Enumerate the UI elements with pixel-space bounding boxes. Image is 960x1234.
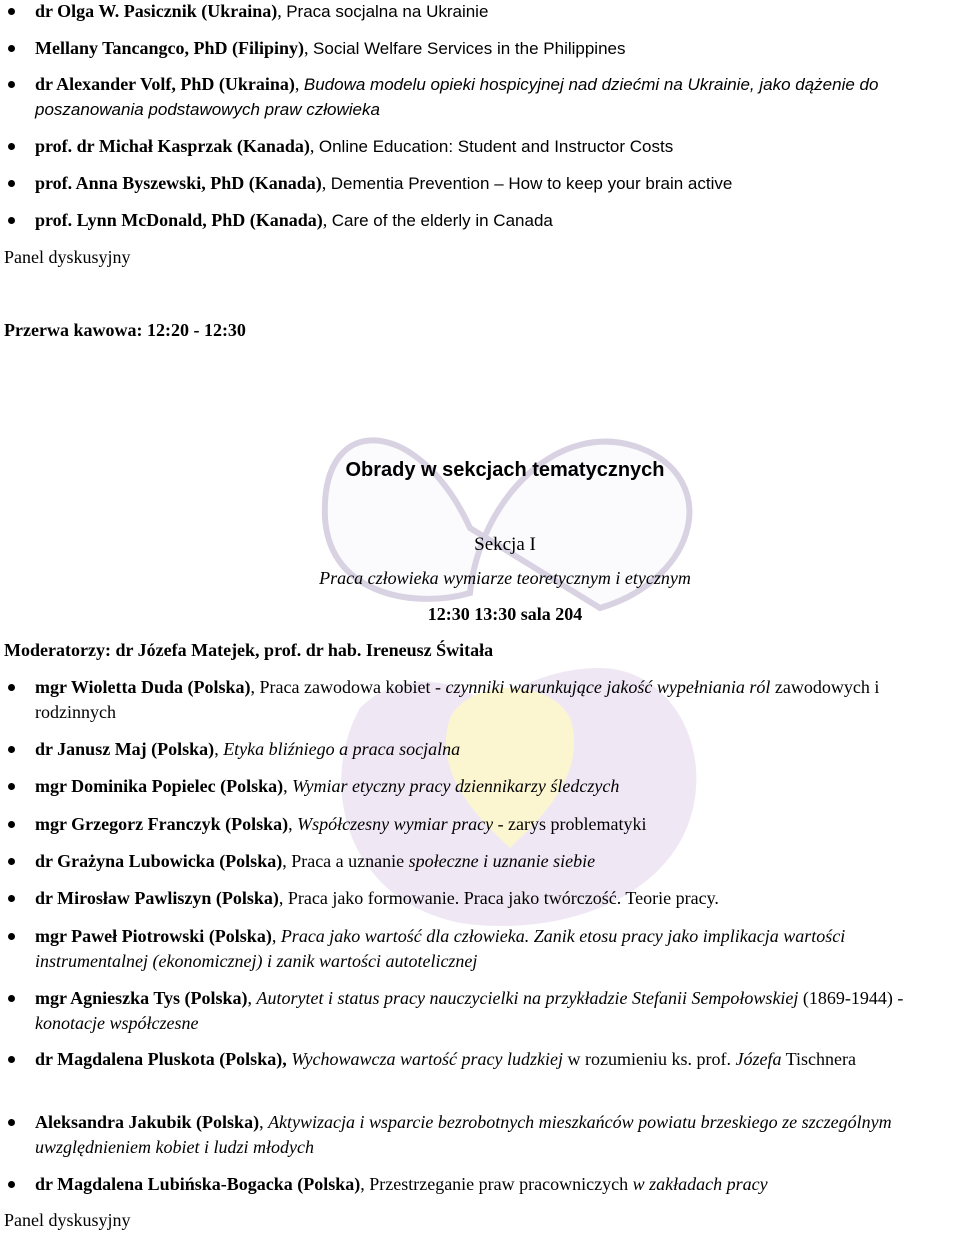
speaker-name: dr Grażyna Lubowicka (Polska) [35, 851, 283, 871]
list-item [35, 1172, 955, 1197]
talk-title-part: Wymiar etyczny pracy dziennikarzy śledczych [292, 776, 620, 796]
talk-title-part: Praca zawodowa kobiet - [259, 677, 446, 697]
list-item [35, 849, 955, 874]
speaker-name: mgr Grzegorz Franczyk (Polska) [35, 814, 289, 834]
speaker-name: Mellany Tancangco, PhD (Filipiny) [35, 38, 305, 58]
separator: , [283, 776, 293, 796]
speaker-name: dr Mirosław Pawliszyn (Polska) [35, 888, 279, 908]
talk-title: Dementia Prevention – How to keep your brain active [330, 174, 733, 193]
list-item [35, 208, 955, 233]
list-item [35, 675, 955, 725]
list-item [35, 72, 955, 122]
list-item [35, 774, 955, 799]
talk-title-part: Wychowawcza wartość pracy ludzkiej [291, 1049, 564, 1069]
speaker-name: dr Magdalena Lubińska-Bogacka (Polska) [35, 1174, 361, 1194]
list-item [35, 1110, 955, 1160]
list-item [35, 737, 955, 762]
speaker-name: prof. Anna Byszewski, PhD (Kanada) [35, 173, 322, 193]
list-item [35, 0, 955, 24]
separator: , [259, 1112, 269, 1132]
talk-title-part: społeczne i uznanie siebie [408, 851, 596, 871]
list-item [35, 986, 955, 1036]
panel-discussion-label: Panel dyskusyjny [4, 1210, 131, 1230]
talk-title-part: Józefa [735, 1049, 782, 1069]
talk-title-part: w rozumieniu ks. prof. [563, 1049, 736, 1069]
separator: , [277, 1, 287, 21]
sessions-heading: Obrady w sekcjach tematycznych [345, 459, 665, 481]
separator: , [250, 677, 260, 697]
separator: , [322, 210, 332, 230]
separator: , [321, 173, 331, 193]
moderators: Moderatorzy: dr Józefa Matejek, prof. dr hab. Ireneusz Świtała [4, 640, 494, 660]
talk-title-part: czynniki warunkujące jakość wypełniania ról [445, 677, 771, 697]
talk-title-part: Praca a uznanie [291, 851, 409, 871]
speaker-name: dr Janusz Maj (Polska) [35, 739, 215, 759]
talk-title-part: zawodowych i rodzinnych [35, 677, 880, 722]
speaker-name: dr Alexander Volf, PhD (Ukraina) [35, 74, 295, 94]
talk-title-part: (1869-1944) - [798, 988, 904, 1008]
separator: , [271, 926, 281, 946]
talk-title-part: konotacje współczesne [35, 1013, 199, 1033]
talk-title: Praca socjalna na Ukrainie [286, 2, 489, 21]
talk-title: Budowa modelu opieki hospicyjnej nad dziećmi na Ukrainie, jako dążenie do poszanowania podstawowych praw człowieka [35, 75, 879, 119]
list-item [35, 1047, 955, 1072]
list-item [35, 886, 955, 911]
talk-title-part: Etyka bliźniego a praca socjalna [223, 739, 461, 759]
separator: , [288, 814, 298, 834]
talk-title-part: Tischnera [781, 1049, 856, 1069]
talk-title: Social Welfare Services in the Philippines [313, 39, 626, 58]
talk-title-part: Aktywizacja i wsparcie bezrobotnych mieszkańców powiatu brzeskiego ze szczególnym uwzględnieniem kobiet i ludzi młodych [35, 1112, 892, 1157]
list-item [35, 171, 955, 196]
panel-discussion-label: Panel dyskusyjny [4, 247, 131, 267]
separator: , [278, 888, 288, 908]
speaker-name: mgr Wioletta Duda (Polska) [35, 677, 251, 697]
list-item [35, 134, 955, 159]
list-item [35, 812, 955, 837]
speaker-name: mgr Paweł Piotrowski (Polska) [35, 926, 272, 946]
speaker-name: dr Magdalena Pluskota (Polska), [35, 1049, 287, 1069]
talk-title-part: Autorytet i status pracy nauczycielki na przykładzie Stefanii Sempołowskiej [256, 988, 799, 1008]
talk-title: Care of the elderly in Canada [331, 211, 553, 230]
separator: , [309, 136, 319, 156]
separator: , [304, 38, 314, 58]
section-heading: Sekcja I [474, 534, 536, 555]
talk-title: Online Education: Student and Instructor Costs [318, 137, 674, 156]
section-time: 12:30 13:30 sala 204 [427, 604, 583, 624]
coffee-break: Przerwa kawowa: 12:20 - 12:30 [4, 320, 246, 340]
talk-title-part: Przestrzeganie praw pracowniczych [369, 1174, 633, 1194]
speaker-name: Aleksandra Jakubik (Polska) [35, 1112, 260, 1132]
list-item [35, 924, 955, 974]
separator: , [214, 739, 224, 759]
separator: , [247, 988, 257, 1008]
list-item [35, 36, 955, 61]
talk-title-part: Praca jako wartość dla człowieka. Zanik etosu pracy jako implikacja wartości instrumentalnej (ekonomicznej) i zanik wartości autotelicznej [35, 926, 846, 971]
section-subtitle: Praca człowieka wymiarze teoretycznym i etycznym [319, 568, 691, 588]
separator: , [282, 851, 292, 871]
separator: , [360, 1174, 370, 1194]
speaker-name: mgr Dominika Popielec (Polska) [35, 776, 284, 796]
talk-title-part: Praca jako formowanie. Praca jako twórczość. Teorie pracy. [287, 888, 719, 908]
speaker-name: prof. dr Michał Kasprzak (Kanada) [35, 136, 310, 156]
talk-title-part: - zarys problematyki [493, 814, 647, 834]
talk-title-part: Współczesny wymiar pracy [297, 814, 494, 834]
speaker-name: prof. Lynn McDonald, PhD (Kanada) [35, 210, 323, 230]
talk-title-part: w zakładach pracy [632, 1174, 768, 1194]
separator: , [294, 74, 304, 94]
speaker-name: mgr Agnieszka Tys (Polska) [35, 988, 248, 1008]
speaker-name: dr Olga W. Pasicznik (Ukraina) [35, 1, 278, 21]
